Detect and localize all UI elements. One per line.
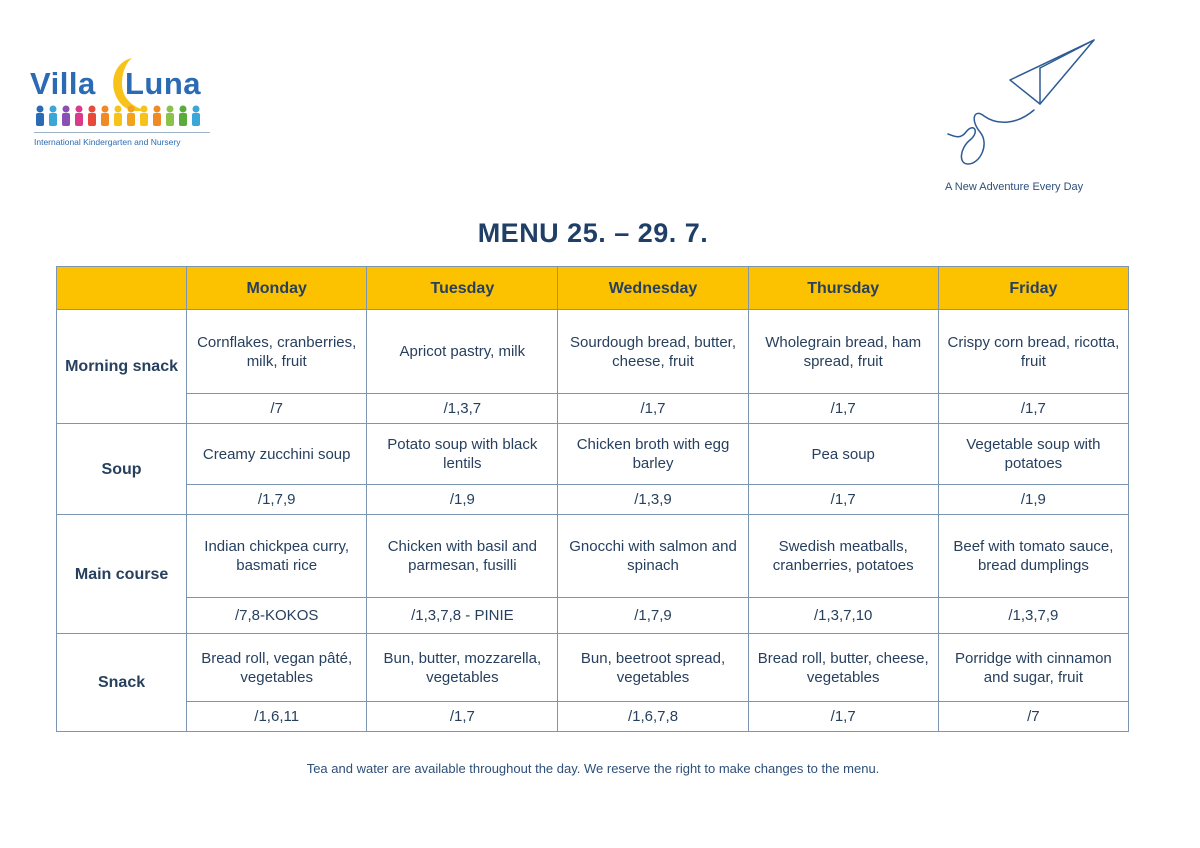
logo-tagline: International Kindergarten and Nursery: [34, 137, 181, 147]
logo-word-villa: Villa: [30, 66, 96, 101]
allergen-cell: /1,3,7,9: [938, 598, 1128, 634]
dish-cell: Porridge with cinnamon and sugar, fruit: [938, 634, 1128, 702]
paper-plane-icon: [940, 36, 1110, 176]
table-header-row: [57, 267, 1129, 310]
allergen-row-main-course: [57, 598, 1129, 634]
allergen-cell: /1,7: [938, 394, 1128, 424]
allergen-cell: /1,3,9: [558, 485, 748, 515]
dish-cell: Chicken broth with egg barley: [558, 424, 748, 485]
dish-cell: Wholegrain bread, ham spread, fruit: [748, 310, 938, 394]
allergen-cell: /1,3,7,8 - PINIE: [367, 598, 558, 634]
dish-cell: Pea soup: [748, 424, 938, 485]
allergen-cell: /7: [187, 394, 367, 424]
dish-cell: Swedish meatballs, cranberries, potatoes: [748, 515, 938, 598]
allergen-cell: /1,3,7,10: [748, 598, 938, 634]
dish-cell: Vegetable soup with potatoes: [938, 424, 1128, 485]
dish-row-soup: [57, 424, 1129, 485]
page-title: MENU 25. – 29. 7.: [477, 218, 709, 248]
day-header-wednesday: Wednesday: [558, 267, 748, 310]
dish-row-morning-snack: [57, 310, 1129, 394]
allergen-row-snack: [57, 702, 1129, 732]
dish-cell: Apricot pastry, milk: [367, 310, 558, 394]
allergen-cell: /1,6,7,8: [558, 702, 748, 732]
dish-cell: Bun, butter, mozzarella, vegetables: [367, 634, 558, 702]
dish-cell: Bun, beetroot spread, vegetables: [558, 634, 748, 702]
allergen-cell: /1,6,11: [187, 702, 367, 732]
row-label-morning-snack: Morning snack: [57, 310, 187, 424]
allergen-cell: /1,3,7: [367, 394, 558, 424]
allergen-cell: /1,7,9: [187, 485, 367, 515]
header-corner-cell: [57, 267, 187, 310]
dish-cell: Indian chickpea curry, basmati rice: [187, 515, 367, 598]
dish-cell: Gnocchi with salmon and spinach: [558, 515, 748, 598]
allergen-cell: /1,9: [938, 485, 1128, 515]
row-label-soup: Soup: [57, 424, 187, 515]
logo-word-luna: Luna: [125, 66, 202, 101]
children-row-icon: [34, 104, 214, 128]
day-header-tuesday: Tuesday: [367, 267, 558, 310]
allergen-cell: /1,7: [748, 485, 938, 515]
allergen-row-soup: [57, 485, 1129, 515]
allergen-cell: /1,9: [367, 485, 558, 515]
allergen-cell: /7: [938, 702, 1128, 732]
dish-cell: Sourdough bread, butter, cheese, fruit: [558, 310, 748, 394]
dish-cell: Beef with tomato sauce, bread dumplings: [938, 515, 1128, 598]
allergen-cell: /1,7: [558, 394, 748, 424]
day-header-monday: Monday: [187, 267, 367, 310]
logo-divider: [34, 132, 210, 133]
slogan: A New Adventure Every Day: [945, 181, 1084, 193]
dish-cell: Potato soup with black lentils: [367, 424, 558, 485]
dish-cell: Bread roll, vegan pâté, vegetables: [187, 634, 367, 702]
dish-cell: Crispy corn bread, ricotta, fruit: [938, 310, 1128, 394]
dish-cell: Creamy zucchini soup: [187, 424, 367, 485]
day-header-friday: Friday: [938, 267, 1128, 310]
allergen-cell: /7,8-KOKOS: [187, 598, 367, 634]
dish-cell: Chicken with basil and parmesan, fusilli: [367, 515, 558, 598]
dish-cell: Cornflakes, cranberries, milk, fruit: [187, 310, 367, 394]
dish-row-main-course: [57, 515, 1129, 598]
allergen-cell: /1,7: [748, 394, 938, 424]
villa-luna-logo: [28, 52, 218, 152]
footer-note: Tea and water are available throughout the day. We reserve the right to make changes to the menu.: [306, 761, 880, 776]
weekly-menu-table: [56, 266, 1129, 732]
allergen-cell: /1,7: [748, 702, 938, 732]
row-label-main-course: Main course: [57, 515, 187, 634]
allergen-cell: /1,7: [367, 702, 558, 732]
day-header-thursday: Thursday: [748, 267, 938, 310]
allergen-row-morning-snack: [57, 394, 1129, 424]
allergen-cell: /1,7,9: [558, 598, 748, 634]
row-label-snack: Snack: [57, 634, 187, 732]
dish-cell: Bread roll, butter, cheese, vegetables: [748, 634, 938, 702]
dish-row-snack: [57, 634, 1129, 702]
